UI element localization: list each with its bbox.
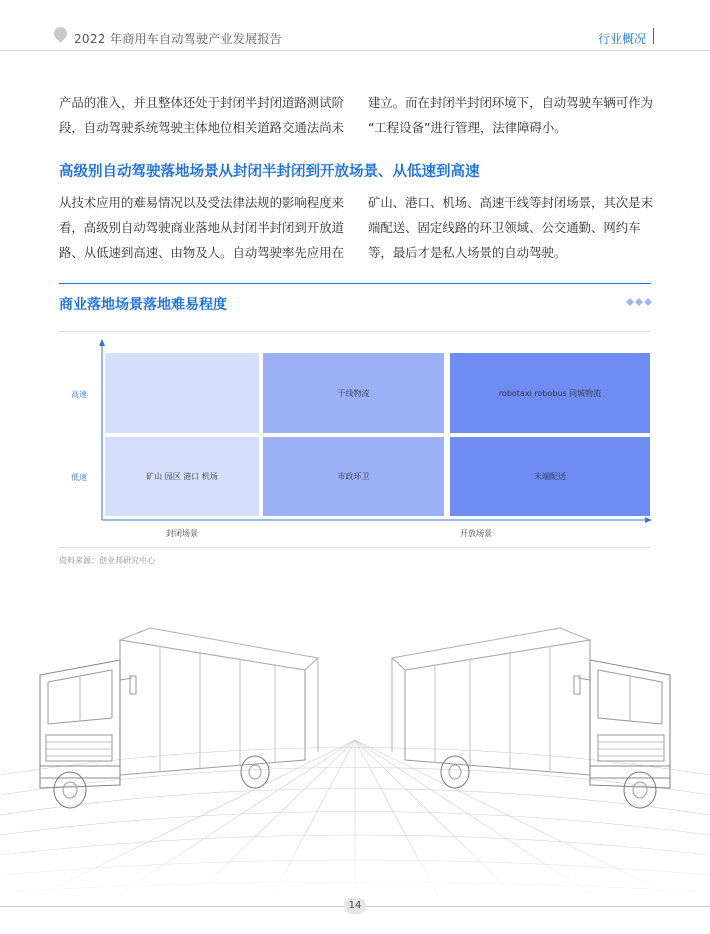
text-line: 等，最后才是私人场景的自动驾驶。 [368, 245, 567, 260]
x-label-closed: 封闭场景 [166, 529, 198, 538]
text-line: “工程设备”进行管理，法律障碍小。 [368, 120, 567, 135]
body-right-column [368, 190, 660, 265]
chart-title-rule [59, 331, 651, 332]
y-label-low-speed: 低速 [71, 473, 87, 482]
header-rule [0, 50, 710, 51]
right-truck [392, 628, 670, 808]
text-line: 建立。而在封闭半封闭环境下，自动驾驶车辆可作为 [368, 95, 653, 110]
x-axis-arrow [645, 517, 652, 523]
wireframe-trucks-illustration [0, 600, 710, 900]
y-axis-arrow [99, 339, 105, 346]
chart-title: 商业落地场景落地难易程度 [59, 297, 227, 313]
matrix-cell: 矿山 园区 港口 机场 [105, 437, 259, 516]
text-line: 段，自动驾驶系统驾驶主体地位相关道路交通法尚未 [59, 120, 344, 135]
chart-bottom-rule [59, 547, 651, 548]
text-line: 端配送、固定线路的环卫领域、公交通勤、网约车 [368, 220, 641, 235]
section-label: 行业概况 [597, 32, 646, 46]
text-line: 矿山、港口、机场、高速干线等封闭场景，其次是末 [368, 195, 653, 210]
matrix-cell: 市政环卫 [263, 437, 444, 516]
matrix-cell: robotaxi robobus 同城物流 [450, 353, 650, 433]
text-line: 路、从低速到高速、由物及人。自动驾驶率先应用在 [59, 245, 344, 260]
y-label-high-speed: 高速 [71, 390, 87, 399]
matrix-cell: 末端配送 [450, 437, 650, 516]
body-left-column [59, 190, 349, 265]
document-title: 2022 年商用车自动驾驶产业发展报告 [74, 32, 283, 46]
three-diamond-dots-icon [626, 298, 656, 306]
map-pin-icon [51, 24, 69, 42]
page-header [0, 0, 710, 50]
matrix-cell [105, 353, 259, 433]
section-divider [653, 28, 654, 44]
left-truck [40, 628, 318, 808]
text-line: 从技术应用的难易情况以及受法律法规的影响程度来 [59, 195, 344, 210]
intro-left-column [59, 90, 349, 140]
page-number: 14 [344, 898, 366, 914]
text-line: 看，高级别自动驾驶商业落地从封闭半封闭到开放道 [59, 220, 344, 235]
intro-right-column [368, 90, 660, 140]
x-label-open: 开放场景 [460, 529, 492, 538]
text-line: 产品的准入，并且整体还处于封闭半封闭道路测试阶 [59, 95, 344, 110]
difficulty-matrix [59, 336, 659, 546]
subheading: 高级别自动驾驶落地场景从封闭半封闭到开放场景、从低速到高速 [59, 164, 480, 180]
chart-top-rule [59, 283, 651, 284]
matrix-cell: 干线物流 [263, 353, 444, 433]
source-note: 资料来源：创业邦研究中心 [59, 556, 155, 565]
